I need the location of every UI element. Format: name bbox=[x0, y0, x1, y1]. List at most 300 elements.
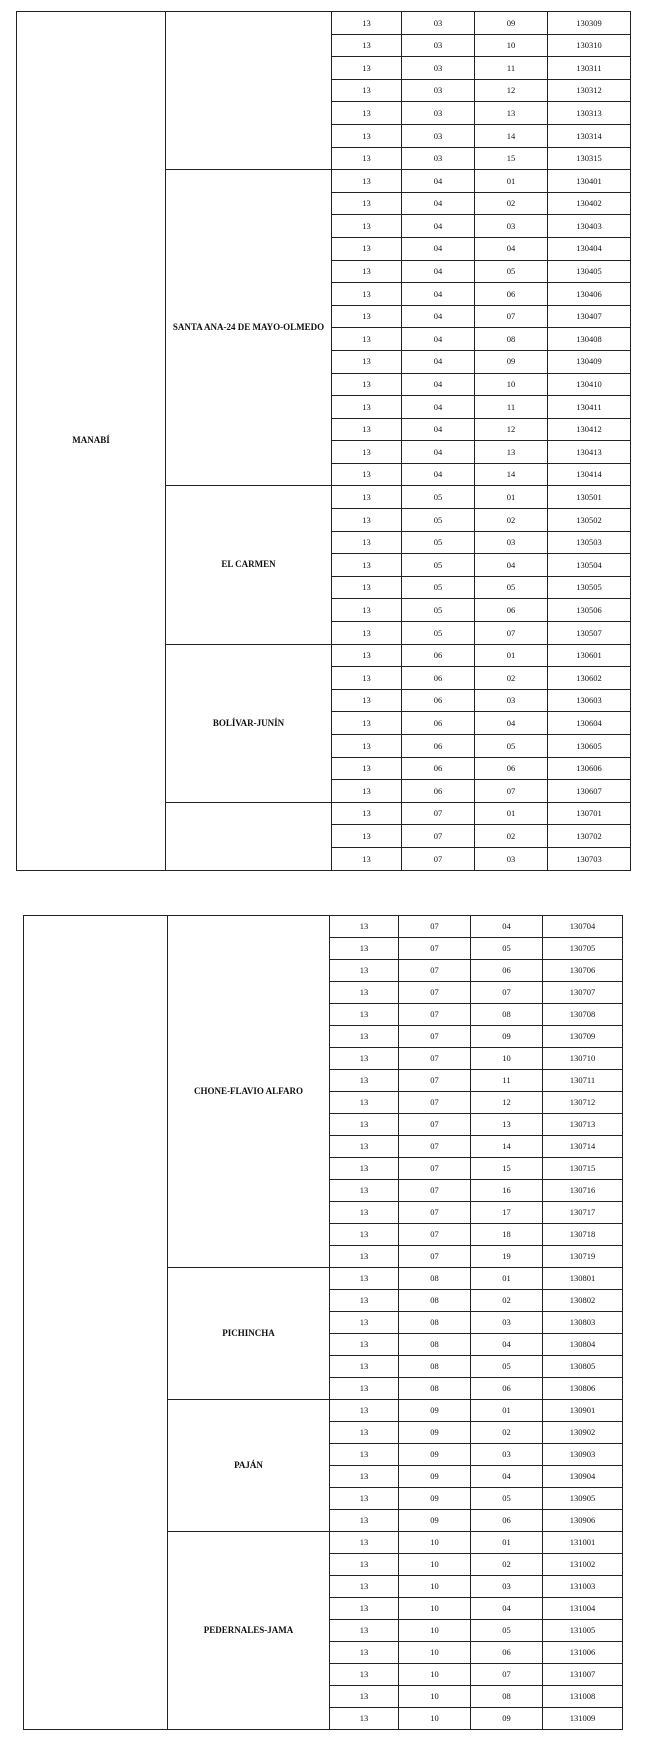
province-code-cell: 13 bbox=[332, 780, 402, 803]
canton-code-cell: 07 bbox=[402, 802, 475, 825]
parish-code-cell: 15 bbox=[471, 1158, 543, 1180]
province-code-cell: 13 bbox=[332, 463, 402, 486]
full-code-cell: 130604 bbox=[548, 712, 631, 735]
province-code-cell: 13 bbox=[330, 1532, 399, 1554]
parish-code-cell: 01 bbox=[475, 644, 548, 667]
province-code-cell: 13 bbox=[330, 1686, 399, 1708]
province-code-cell: 13 bbox=[330, 938, 399, 960]
province-code-cell: 13 bbox=[330, 1334, 399, 1356]
full-code-cell: 130605 bbox=[548, 735, 631, 758]
full-code-cell: 130802 bbox=[543, 1290, 623, 1312]
parish-code-cell: 04 bbox=[471, 1598, 543, 1620]
canton-code-cell: 04 bbox=[402, 328, 475, 351]
parish-code-cell: 05 bbox=[471, 1488, 543, 1510]
canton-code-cell: 07 bbox=[399, 1004, 471, 1026]
full-code-cell: 130712 bbox=[543, 1092, 623, 1114]
canton-code-cell: 07 bbox=[399, 938, 471, 960]
parish-code-cell: 11 bbox=[475, 57, 548, 80]
canton-code-cell: 07 bbox=[399, 1048, 471, 1070]
table-row bbox=[24, 916, 623, 938]
province-code-cell: 13 bbox=[332, 373, 402, 396]
parish-code-cell: 10 bbox=[475, 373, 548, 396]
canton-cell: CHONE-FLAVIO ALFARO bbox=[168, 916, 330, 1268]
full-code-cell: 130716 bbox=[543, 1180, 623, 1202]
province-code-cell: 13 bbox=[330, 1576, 399, 1598]
full-code-cell: 130602 bbox=[548, 667, 631, 690]
parish-code-cell: 01 bbox=[471, 1532, 543, 1554]
full-code-cell: 131005 bbox=[543, 1620, 623, 1642]
parish-code-cell: 04 bbox=[471, 1334, 543, 1356]
full-code-cell: 131003 bbox=[543, 1576, 623, 1598]
parish-code-cell: 14 bbox=[475, 124, 548, 147]
parish-code-cell: 15 bbox=[475, 147, 548, 170]
parish-code-cell: 12 bbox=[475, 418, 548, 441]
province-code-cell: 13 bbox=[332, 12, 402, 35]
full-code-cell: 130314 bbox=[548, 124, 631, 147]
canton-code-cell: 07 bbox=[399, 1158, 471, 1180]
parish-code-cell: 04 bbox=[475, 712, 548, 735]
parish-code-cell: 06 bbox=[471, 1510, 543, 1532]
canton-code-cell: 10 bbox=[399, 1642, 471, 1664]
full-code-cell: 130505 bbox=[548, 576, 631, 599]
canton-code-cell: 04 bbox=[402, 350, 475, 373]
canton-code-cell: 03 bbox=[402, 79, 475, 102]
parish-code-cell: 05 bbox=[471, 1356, 543, 1378]
province-code-cell: 13 bbox=[330, 1356, 399, 1378]
parish-code-cell: 10 bbox=[475, 34, 548, 57]
parish-code-cell: 11 bbox=[475, 396, 548, 419]
full-code-cell: 131007 bbox=[543, 1664, 623, 1686]
canton-code-cell: 05 bbox=[402, 576, 475, 599]
full-code-cell: 130406 bbox=[548, 283, 631, 306]
province-code-cell: 13 bbox=[332, 396, 402, 419]
full-code-cell: 130310 bbox=[548, 34, 631, 57]
province-code-cell: 13 bbox=[332, 802, 402, 825]
full-code-cell: 130704 bbox=[543, 916, 623, 938]
canton-cell: BOLÍVAR-JUNÍN bbox=[166, 644, 332, 802]
full-code-cell: 130401 bbox=[548, 170, 631, 193]
full-code-cell: 130313 bbox=[548, 102, 631, 125]
full-code-cell: 131006 bbox=[543, 1642, 623, 1664]
province-code-cell: 13 bbox=[332, 350, 402, 373]
parish-code-cell: 09 bbox=[475, 350, 548, 373]
canton-code-cell: 04 bbox=[402, 373, 475, 396]
province-code-cell: 13 bbox=[330, 1158, 399, 1180]
parish-code-cell: 05 bbox=[475, 260, 548, 283]
canton-code-cell: 05 bbox=[402, 554, 475, 577]
full-code-cell: 130408 bbox=[548, 328, 631, 351]
province-code-cell: 13 bbox=[332, 441, 402, 464]
full-code-cell: 130411 bbox=[548, 396, 631, 419]
province-cell: MANABÍ bbox=[17, 12, 166, 871]
parish-code-cell: 01 bbox=[471, 1268, 543, 1290]
canton-code-cell: 07 bbox=[399, 1070, 471, 1092]
full-code-cell: 130714 bbox=[543, 1136, 623, 1158]
canton-code-cell: 09 bbox=[399, 1444, 471, 1466]
province-code-cell: 13 bbox=[332, 147, 402, 170]
canton-code-cell: 05 bbox=[402, 531, 475, 554]
parish-code-cell: 03 bbox=[471, 1444, 543, 1466]
canton-code-cell: 09 bbox=[399, 1510, 471, 1532]
parish-code-cell: 05 bbox=[475, 576, 548, 599]
province-code-cell: 13 bbox=[330, 1488, 399, 1510]
province-code-cell: 13 bbox=[330, 1180, 399, 1202]
canton-code-cell: 08 bbox=[399, 1334, 471, 1356]
canton-code-cell: 07 bbox=[399, 1180, 471, 1202]
province-code-cell: 13 bbox=[330, 982, 399, 1004]
full-code-cell: 131008 bbox=[543, 1686, 623, 1708]
province-code-cell: 13 bbox=[332, 599, 402, 622]
full-code-cell: 130901 bbox=[543, 1400, 623, 1422]
full-code-cell: 130702 bbox=[548, 825, 631, 848]
full-code-cell: 130718 bbox=[543, 1224, 623, 1246]
canton-code-cell: 03 bbox=[402, 147, 475, 170]
province-code-cell: 13 bbox=[332, 531, 402, 554]
canton-code-cell: 04 bbox=[402, 215, 475, 238]
full-code-cell: 130801 bbox=[543, 1268, 623, 1290]
canton-cell bbox=[166, 802, 332, 870]
province-code-cell: 13 bbox=[332, 712, 402, 735]
full-code-cell: 130803 bbox=[543, 1312, 623, 1334]
canton-code-cell: 04 bbox=[402, 463, 475, 486]
full-code-cell: 130711 bbox=[543, 1070, 623, 1092]
canton-code-cell: 06 bbox=[402, 712, 475, 735]
canton-code-cell: 08 bbox=[399, 1312, 471, 1334]
parish-code-cell: 12 bbox=[475, 79, 548, 102]
parish-code-cell: 12 bbox=[471, 1092, 543, 1114]
province-code-cell: 13 bbox=[330, 1554, 399, 1576]
parish-code-cell: 03 bbox=[475, 689, 548, 712]
parish-code-cell: 07 bbox=[475, 622, 548, 645]
province-code-cell: 13 bbox=[332, 622, 402, 645]
province-code-cell: 13 bbox=[330, 916, 399, 938]
parish-code-cell: 05 bbox=[471, 938, 543, 960]
parish-code-cell: 07 bbox=[471, 982, 543, 1004]
full-code-cell: 130501 bbox=[548, 486, 631, 509]
parish-code-cell: 13 bbox=[471, 1114, 543, 1136]
parish-code-cell: 16 bbox=[471, 1180, 543, 1202]
province-code-cell: 13 bbox=[330, 1664, 399, 1686]
full-code-cell: 130709 bbox=[543, 1026, 623, 1048]
canton-code-cell: 04 bbox=[402, 283, 475, 306]
canton-code-cell: 10 bbox=[399, 1554, 471, 1576]
province-code-cell: 13 bbox=[330, 1048, 399, 1070]
canton-code-cell: 04 bbox=[402, 441, 475, 464]
canton-code-cell: 07 bbox=[402, 847, 475, 870]
parish-code-cell: 07 bbox=[471, 1664, 543, 1686]
parish-code-cell: 02 bbox=[471, 1290, 543, 1312]
province-code-cell: 13 bbox=[330, 1466, 399, 1488]
province-code-cell: 13 bbox=[332, 283, 402, 306]
full-code-cell: 130409 bbox=[548, 350, 631, 373]
full-code-cell: 130805 bbox=[543, 1356, 623, 1378]
province-code-cell: 13 bbox=[332, 57, 402, 80]
full-code-cell: 130707 bbox=[543, 982, 623, 1004]
parish-code-cell: 04 bbox=[475, 237, 548, 260]
parish-code-cell: 06 bbox=[475, 599, 548, 622]
full-code-cell: 130412 bbox=[548, 418, 631, 441]
full-code-cell: 130404 bbox=[548, 237, 631, 260]
full-code-cell: 130601 bbox=[548, 644, 631, 667]
full-code-cell: 130607 bbox=[548, 780, 631, 803]
parish-code-cell: 02 bbox=[471, 1554, 543, 1576]
province-code-cell: 13 bbox=[330, 1598, 399, 1620]
province-code-cell: 13 bbox=[332, 554, 402, 577]
canton-code-cell: 09 bbox=[399, 1466, 471, 1488]
parish-code-cell: 01 bbox=[475, 802, 548, 825]
canton-code-cell: 08 bbox=[399, 1356, 471, 1378]
full-code-cell: 130719 bbox=[543, 1246, 623, 1268]
canton-code-cell: 10 bbox=[399, 1620, 471, 1642]
canton-code-cell: 03 bbox=[402, 124, 475, 147]
canton-code-cell: 04 bbox=[402, 396, 475, 419]
full-code-cell: 130710 bbox=[543, 1048, 623, 1070]
province-code-cell: 13 bbox=[332, 757, 402, 780]
parish-code-cell: 02 bbox=[475, 192, 548, 215]
parish-code-cell: 04 bbox=[471, 1466, 543, 1488]
full-code-cell: 130309 bbox=[548, 12, 631, 35]
full-code-cell: 130403 bbox=[548, 215, 631, 238]
canton-code-cell: 07 bbox=[399, 982, 471, 1004]
canton-code-cell: 08 bbox=[399, 1268, 471, 1290]
province-code-cell: 13 bbox=[332, 215, 402, 238]
full-code-cell: 130715 bbox=[543, 1158, 623, 1180]
parish-code-cell: 18 bbox=[471, 1224, 543, 1246]
circunscripcion-table-part-2 bbox=[23, 915, 623, 1730]
parish-code-cell: 01 bbox=[475, 170, 548, 193]
full-code-cell: 130507 bbox=[548, 622, 631, 645]
full-code-cell: 130705 bbox=[543, 938, 623, 960]
canton-code-cell: 10 bbox=[399, 1598, 471, 1620]
canton-code-cell: 07 bbox=[399, 960, 471, 982]
parish-code-cell: 19 bbox=[471, 1246, 543, 1268]
province-code-cell: 13 bbox=[332, 237, 402, 260]
parish-code-cell: 08 bbox=[471, 1004, 543, 1026]
province-code-cell: 13 bbox=[330, 1224, 399, 1246]
parish-code-cell: 11 bbox=[471, 1070, 543, 1092]
canton-code-cell: 06 bbox=[402, 757, 475, 780]
parish-code-cell: 07 bbox=[475, 780, 548, 803]
canton-code-cell: 06 bbox=[402, 780, 475, 803]
province-code-cell: 13 bbox=[330, 1004, 399, 1026]
canton-code-cell: 05 bbox=[402, 599, 475, 622]
full-code-cell: 130414 bbox=[548, 463, 631, 486]
canton-code-cell: 04 bbox=[402, 237, 475, 260]
canton-code-cell: 07 bbox=[399, 1136, 471, 1158]
canton-code-cell: 09 bbox=[399, 1488, 471, 1510]
canton-code-cell: 08 bbox=[399, 1378, 471, 1400]
parish-code-cell: 09 bbox=[475, 12, 548, 35]
parish-code-cell: 13 bbox=[475, 102, 548, 125]
province-code-cell: 13 bbox=[332, 170, 402, 193]
canton-cell: PICHINCHA bbox=[168, 1268, 330, 1400]
canton-code-cell: 07 bbox=[399, 1092, 471, 1114]
circunscripcion-table-part-1 bbox=[16, 11, 631, 871]
parish-code-cell: 06 bbox=[475, 757, 548, 780]
canton-code-cell: 07 bbox=[399, 1026, 471, 1048]
province-code-cell: 13 bbox=[332, 509, 402, 532]
canton-code-cell: 06 bbox=[402, 667, 475, 690]
province-code-cell: 13 bbox=[330, 1444, 399, 1466]
province-code-cell: 13 bbox=[330, 1708, 399, 1730]
full-code-cell: 130708 bbox=[543, 1004, 623, 1026]
full-code-cell: 130312 bbox=[548, 79, 631, 102]
parish-code-cell: 03 bbox=[471, 1576, 543, 1598]
canton-code-cell: 04 bbox=[402, 260, 475, 283]
parish-code-cell: 05 bbox=[471, 1620, 543, 1642]
parish-code-cell: 13 bbox=[475, 441, 548, 464]
province-code-cell: 13 bbox=[332, 825, 402, 848]
canton-code-cell: 03 bbox=[402, 57, 475, 80]
canton-code-cell: 10 bbox=[399, 1576, 471, 1598]
parish-code-cell: 06 bbox=[471, 1642, 543, 1664]
parish-code-cell: 02 bbox=[475, 825, 548, 848]
canton-code-cell: 03 bbox=[402, 12, 475, 35]
canton-code-cell: 06 bbox=[402, 644, 475, 667]
full-code-cell: 130703 bbox=[548, 847, 631, 870]
full-code-cell: 130717 bbox=[543, 1202, 623, 1224]
province-code-cell: 13 bbox=[330, 1202, 399, 1224]
province-code-cell: 13 bbox=[330, 1290, 399, 1312]
full-code-cell: 131009 bbox=[543, 1708, 623, 1730]
full-code-cell: 130311 bbox=[548, 57, 631, 80]
parish-code-cell: 09 bbox=[471, 1026, 543, 1048]
full-code-cell: 130713 bbox=[543, 1114, 623, 1136]
full-code-cell: 130905 bbox=[543, 1488, 623, 1510]
canton-code-cell: 05 bbox=[402, 486, 475, 509]
parish-code-cell: 08 bbox=[471, 1686, 543, 1708]
province-cell bbox=[24, 916, 168, 1730]
full-code-cell: 130804 bbox=[543, 1334, 623, 1356]
parish-code-cell: 03 bbox=[475, 531, 548, 554]
parish-code-cell: 07 bbox=[475, 305, 548, 328]
parish-code-cell: 08 bbox=[475, 328, 548, 351]
canton-code-cell: 06 bbox=[402, 735, 475, 758]
parish-code-cell: 01 bbox=[471, 1400, 543, 1422]
full-code-cell: 130315 bbox=[548, 147, 631, 170]
province-code-cell: 13 bbox=[332, 847, 402, 870]
province-code-cell: 13 bbox=[330, 1070, 399, 1092]
full-code-cell: 131004 bbox=[543, 1598, 623, 1620]
canton-cell: SANTA ANA-24 DE MAYO-OLMEDO bbox=[166, 170, 332, 486]
table-body bbox=[24, 916, 623, 1730]
province-code-cell: 13 bbox=[332, 328, 402, 351]
canton-cell: EL CARMEN bbox=[166, 486, 332, 644]
canton-code-cell: 10 bbox=[399, 1532, 471, 1554]
full-code-cell: 130405 bbox=[548, 260, 631, 283]
canton-cell bbox=[166, 12, 332, 170]
canton-code-cell: 04 bbox=[402, 170, 475, 193]
province-code-cell: 13 bbox=[332, 486, 402, 509]
province-code-cell: 13 bbox=[330, 1246, 399, 1268]
parish-code-cell: 09 bbox=[471, 1708, 543, 1730]
canton-code-cell: 05 bbox=[402, 622, 475, 645]
canton-code-cell: 10 bbox=[399, 1664, 471, 1686]
province-code-cell: 13 bbox=[330, 1422, 399, 1444]
canton-code-cell: 06 bbox=[402, 689, 475, 712]
full-code-cell: 130503 bbox=[548, 531, 631, 554]
canton-code-cell: 03 bbox=[402, 34, 475, 57]
province-code-cell: 13 bbox=[332, 305, 402, 328]
canton-code-cell: 07 bbox=[399, 916, 471, 938]
parish-code-cell: 02 bbox=[475, 667, 548, 690]
province-code-cell: 13 bbox=[330, 1620, 399, 1642]
province-code-cell: 13 bbox=[330, 1510, 399, 1532]
full-code-cell: 130504 bbox=[548, 554, 631, 577]
canton-cell: PEDERNALES-JAMA bbox=[168, 1532, 330, 1730]
canton-code-cell: 09 bbox=[399, 1422, 471, 1444]
parish-code-cell: 06 bbox=[475, 283, 548, 306]
parish-code-cell: 03 bbox=[471, 1312, 543, 1334]
full-code-cell: 130413 bbox=[548, 441, 631, 464]
province-code-cell: 13 bbox=[330, 1378, 399, 1400]
canton-code-cell: 04 bbox=[402, 418, 475, 441]
province-code-cell: 13 bbox=[330, 1400, 399, 1422]
parish-code-cell: 02 bbox=[471, 1422, 543, 1444]
parish-code-cell: 04 bbox=[475, 554, 548, 577]
canton-code-cell: 05 bbox=[402, 509, 475, 532]
parish-code-cell: 14 bbox=[471, 1136, 543, 1158]
full-code-cell: 130906 bbox=[543, 1510, 623, 1532]
canton-cell: PAJÁN bbox=[168, 1400, 330, 1532]
parish-code-cell: 17 bbox=[471, 1202, 543, 1224]
province-code-cell: 13 bbox=[330, 1092, 399, 1114]
canton-code-cell: 10 bbox=[399, 1708, 471, 1730]
province-code-cell: 13 bbox=[332, 576, 402, 599]
full-code-cell: 130902 bbox=[543, 1422, 623, 1444]
canton-code-cell: 07 bbox=[399, 1202, 471, 1224]
full-code-cell: 130606 bbox=[548, 757, 631, 780]
full-code-cell: 131001 bbox=[543, 1532, 623, 1554]
province-code-cell: 13 bbox=[332, 644, 402, 667]
province-code-cell: 13 bbox=[330, 960, 399, 982]
parish-code-cell: 05 bbox=[475, 735, 548, 758]
province-code-cell: 13 bbox=[332, 102, 402, 125]
province-code-cell: 13 bbox=[330, 1642, 399, 1664]
canton-code-cell: 10 bbox=[399, 1686, 471, 1708]
full-code-cell: 130402 bbox=[548, 192, 631, 215]
canton-code-cell: 09 bbox=[399, 1400, 471, 1422]
parish-code-cell: 10 bbox=[471, 1048, 543, 1070]
province-code-cell: 13 bbox=[332, 667, 402, 690]
province-code-cell: 13 bbox=[332, 34, 402, 57]
province-code-cell: 13 bbox=[332, 192, 402, 215]
province-code-cell: 13 bbox=[330, 1114, 399, 1136]
full-code-cell: 130603 bbox=[548, 689, 631, 712]
parish-code-cell: 04 bbox=[471, 916, 543, 938]
parish-code-cell: 06 bbox=[471, 960, 543, 982]
full-code-cell: 130506 bbox=[548, 599, 631, 622]
canton-code-cell: 07 bbox=[399, 1246, 471, 1268]
canton-code-cell: 07 bbox=[399, 1224, 471, 1246]
full-code-cell: 130903 bbox=[543, 1444, 623, 1466]
canton-code-cell: 07 bbox=[402, 825, 475, 848]
province-code-cell: 13 bbox=[332, 418, 402, 441]
province-code-cell: 13 bbox=[332, 735, 402, 758]
canton-code-cell: 03 bbox=[402, 102, 475, 125]
canton-code-cell: 08 bbox=[399, 1290, 471, 1312]
parish-code-cell: 03 bbox=[475, 847, 548, 870]
full-code-cell: 130502 bbox=[548, 509, 631, 532]
full-code-cell: 130410 bbox=[548, 373, 631, 396]
parish-code-cell: 03 bbox=[475, 215, 548, 238]
parish-code-cell: 02 bbox=[475, 509, 548, 532]
table-row bbox=[17, 12, 631, 35]
province-code-cell: 13 bbox=[330, 1312, 399, 1334]
province-code-cell: 13 bbox=[332, 689, 402, 712]
province-code-cell: 13 bbox=[330, 1136, 399, 1158]
province-code-cell: 13 bbox=[332, 260, 402, 283]
